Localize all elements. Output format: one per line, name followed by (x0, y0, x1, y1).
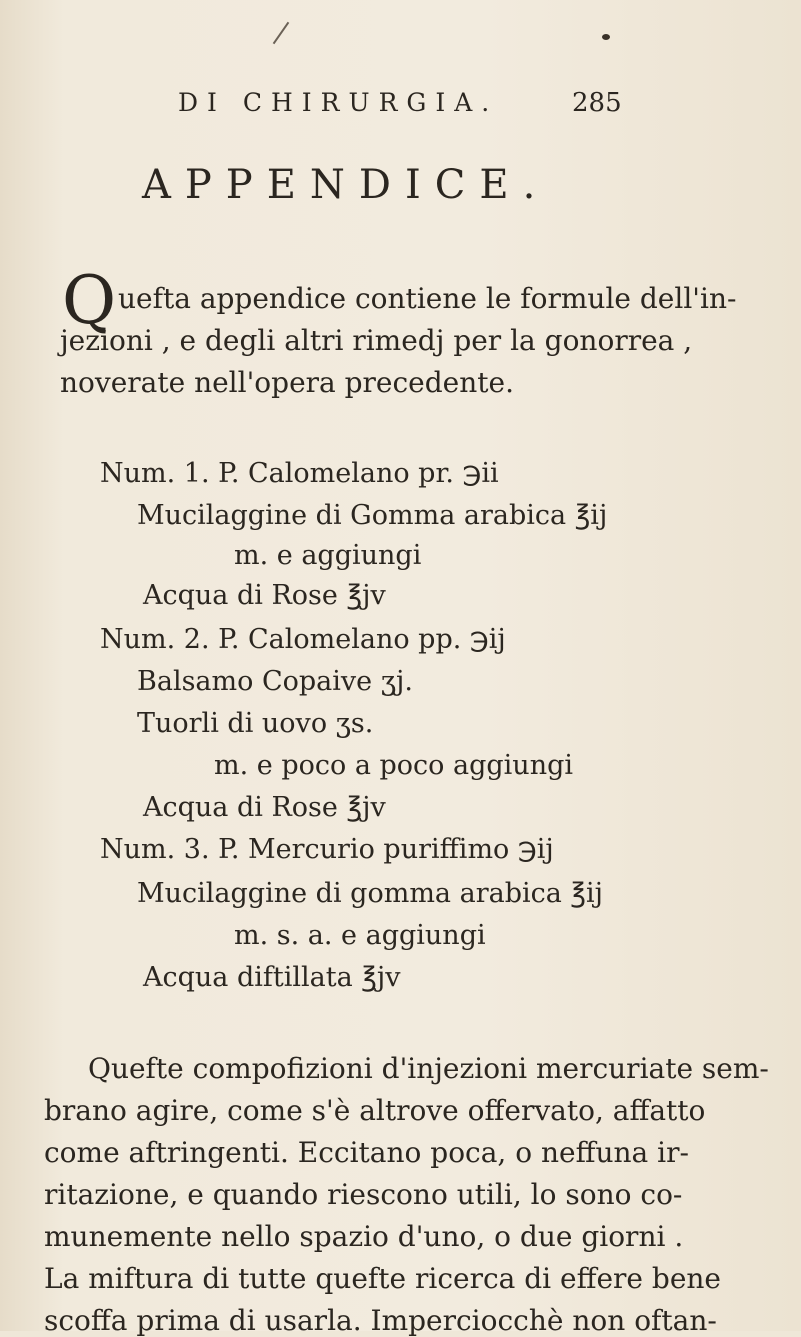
formula-line: Acqua di Rose ℥jv (143, 792, 386, 823)
paragraph-line: come aftringenti. Eccitano poca, o neffuna ir- (44, 1136, 689, 1169)
ink-mark (273, 22, 290, 44)
intro-line-2: jezioni , e degli altri rimedj per la gonorrea , (60, 324, 693, 357)
formula-line: Num. 1. P. Calomelano pr. ℈ii (100, 458, 499, 489)
formula-line: Num. 3. P. Mercurio puriffimo ℈ij (100, 834, 554, 865)
formula-line: Acqua diftillata ℥jv (143, 962, 401, 993)
formula-line: Num. 2. P. Calomelano pp. ℈ij (100, 624, 506, 655)
formula-line: m. e aggiungi (234, 540, 422, 571)
paragraph-line: ritazione, e quando riescono utili, lo sono co- (44, 1178, 683, 1211)
running-head: DI CHIRURGIA. (178, 88, 499, 117)
paragraph-line: scoffa prima di usarla. Imperciocchè non oftan- (44, 1304, 717, 1337)
section-title: APPENDICE. (142, 162, 550, 208)
paragraph-line: munemente nello spazio d'uno, o due giorni . (44, 1220, 684, 1253)
formula-line: Tuorli di uovo ʒs. (137, 708, 374, 739)
formula-line: Mucilaggine di gomma arabica ℥ij (137, 878, 604, 909)
formula-line: Balsamo Copaive ʒj. (137, 666, 413, 697)
formula-line: Acqua di Rose ℥jv (143, 580, 386, 611)
formula-line: m. s. a. e aggiungi (234, 920, 486, 951)
intro-line-1: uefta appendice contiene le formule dell'in- (118, 282, 737, 315)
intro-line-3: noverate nell'opera precedente. (60, 366, 515, 399)
paragraph-line: La miftura di tutte quefte ricerca di effere bene (44, 1262, 721, 1295)
formula-line: Mucilaggine di Gomma arabica ℥ij (137, 500, 608, 531)
drop-cap: Q (62, 262, 117, 339)
paragraph-line: Quefte compofizioni d'injezioni mercuriate sem- (88, 1052, 769, 1085)
paragraph-line: brano agire, come s'è altrove offervato, affatto (44, 1094, 706, 1127)
formula-line: m. e poco a poco aggiungi (214, 750, 574, 781)
page-number: 285 (572, 88, 622, 118)
ink-spot (602, 34, 610, 40)
